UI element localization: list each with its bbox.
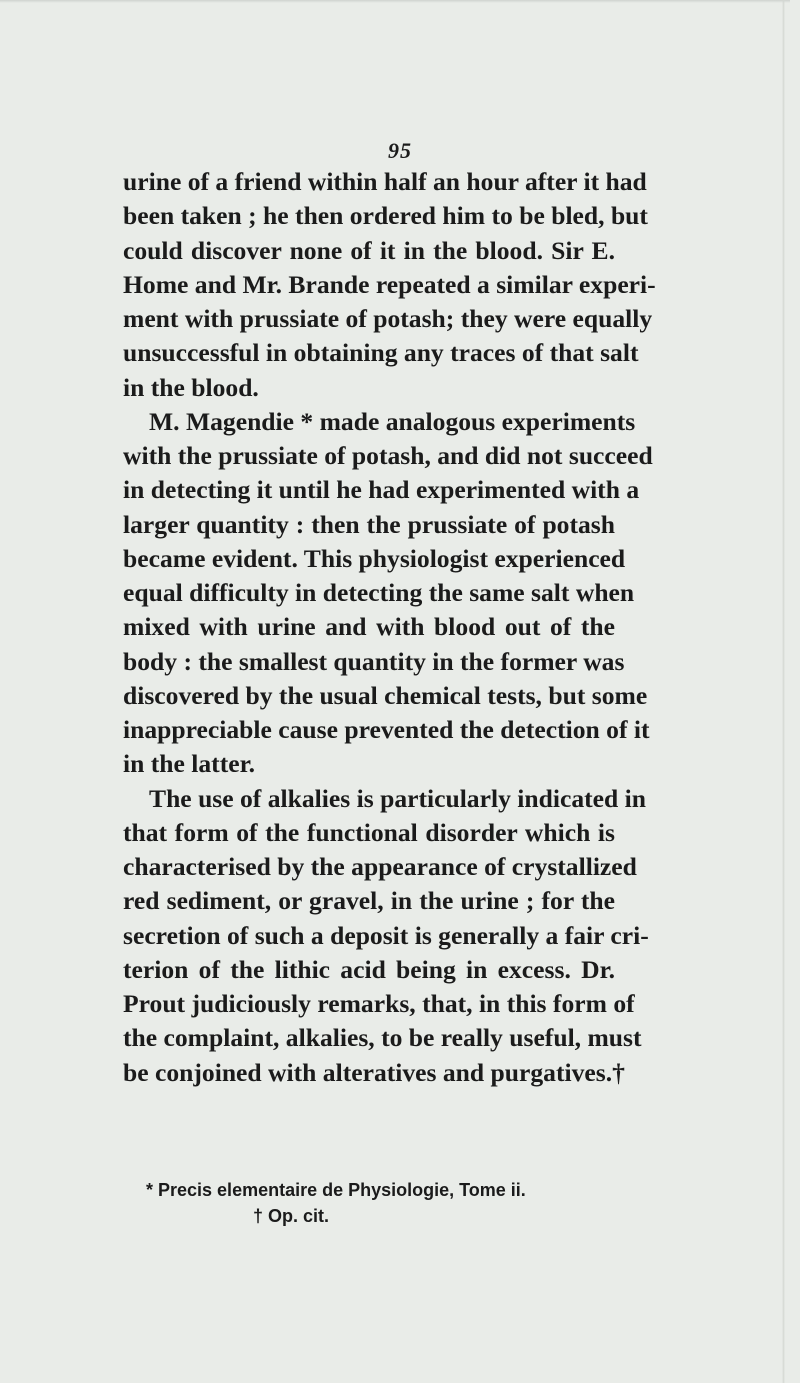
text-line: secretion of such a deposit is generally a fair cri- bbox=[123, 920, 649, 950]
text-line: could discover none of it in the blood. Sir E. bbox=[123, 235, 615, 265]
text-line: the complaint, alkalies, to be really useful, must bbox=[123, 1023, 642, 1053]
text-line: red sediment, or gravel, in the urine ; for the bbox=[123, 886, 615, 916]
text-line: body : the smallest quantity in the former was bbox=[123, 646, 625, 676]
text-line: inappreciable cause prevented the detection of it bbox=[123, 715, 650, 744]
text-line: Home and Mr. Brande repeated a similar experi- bbox=[123, 269, 656, 299]
text-line: in the latter. bbox=[123, 749, 255, 779]
text-line: terion of the lithic acid being in excess. Dr. bbox=[123, 954, 615, 984]
text-line: mixed with urine and with blood out of the bbox=[123, 612, 615, 642]
text-line: in the blood. bbox=[123, 372, 259, 402]
text-line: with the prussiate of potash, and did not succeed bbox=[123, 441, 653, 470]
footnote: † Op. cit. bbox=[253, 1206, 330, 1226]
text-line: in detecting it until he had experimented with a bbox=[123, 475, 640, 505]
text-line: Prout judiciously remarks, that, in this form of bbox=[123, 989, 635, 1018]
text-line: been taken ; he then ordered him to be bled, but bbox=[123, 201, 648, 231]
text-line: be conjoined with alteratives and purgatives.† bbox=[123, 1057, 625, 1087]
page-fold-line bbox=[782, 0, 785, 1383]
text-line: The use of alkalies is particularly indicated in bbox=[149, 783, 646, 813]
text-line: equal difficulty in detecting the same salt when bbox=[123, 578, 635, 607]
text-line: unsuccessful in obtaining any traces of that salt bbox=[123, 338, 639, 368]
text-line: discovered by the usual chemical tests, but some bbox=[123, 680, 648, 710]
page-number: 95 bbox=[388, 138, 412, 163]
text-line: characterised by the appearance of crystallized bbox=[123, 852, 637, 881]
text-line: M. Magendie * made analogous experiments bbox=[149, 406, 636, 436]
text-line: larger quantity : then the prussiate of potash bbox=[123, 509, 615, 539]
text-line: ment with prussiate of potash; they were equally bbox=[123, 304, 653, 333]
text-line: became evident. This physiologist experienced bbox=[123, 543, 626, 573]
footnote: * Precis elementaire de Physiologie, Tome ii. bbox=[146, 1180, 526, 1200]
body-text bbox=[123, 165, 656, 1090]
page-top-edge bbox=[0, 0, 790, 3]
text-line: urine of a friend within half an hour after it had bbox=[123, 167, 647, 196]
text-line: that form of the functional disorder which is bbox=[123, 817, 615, 847]
